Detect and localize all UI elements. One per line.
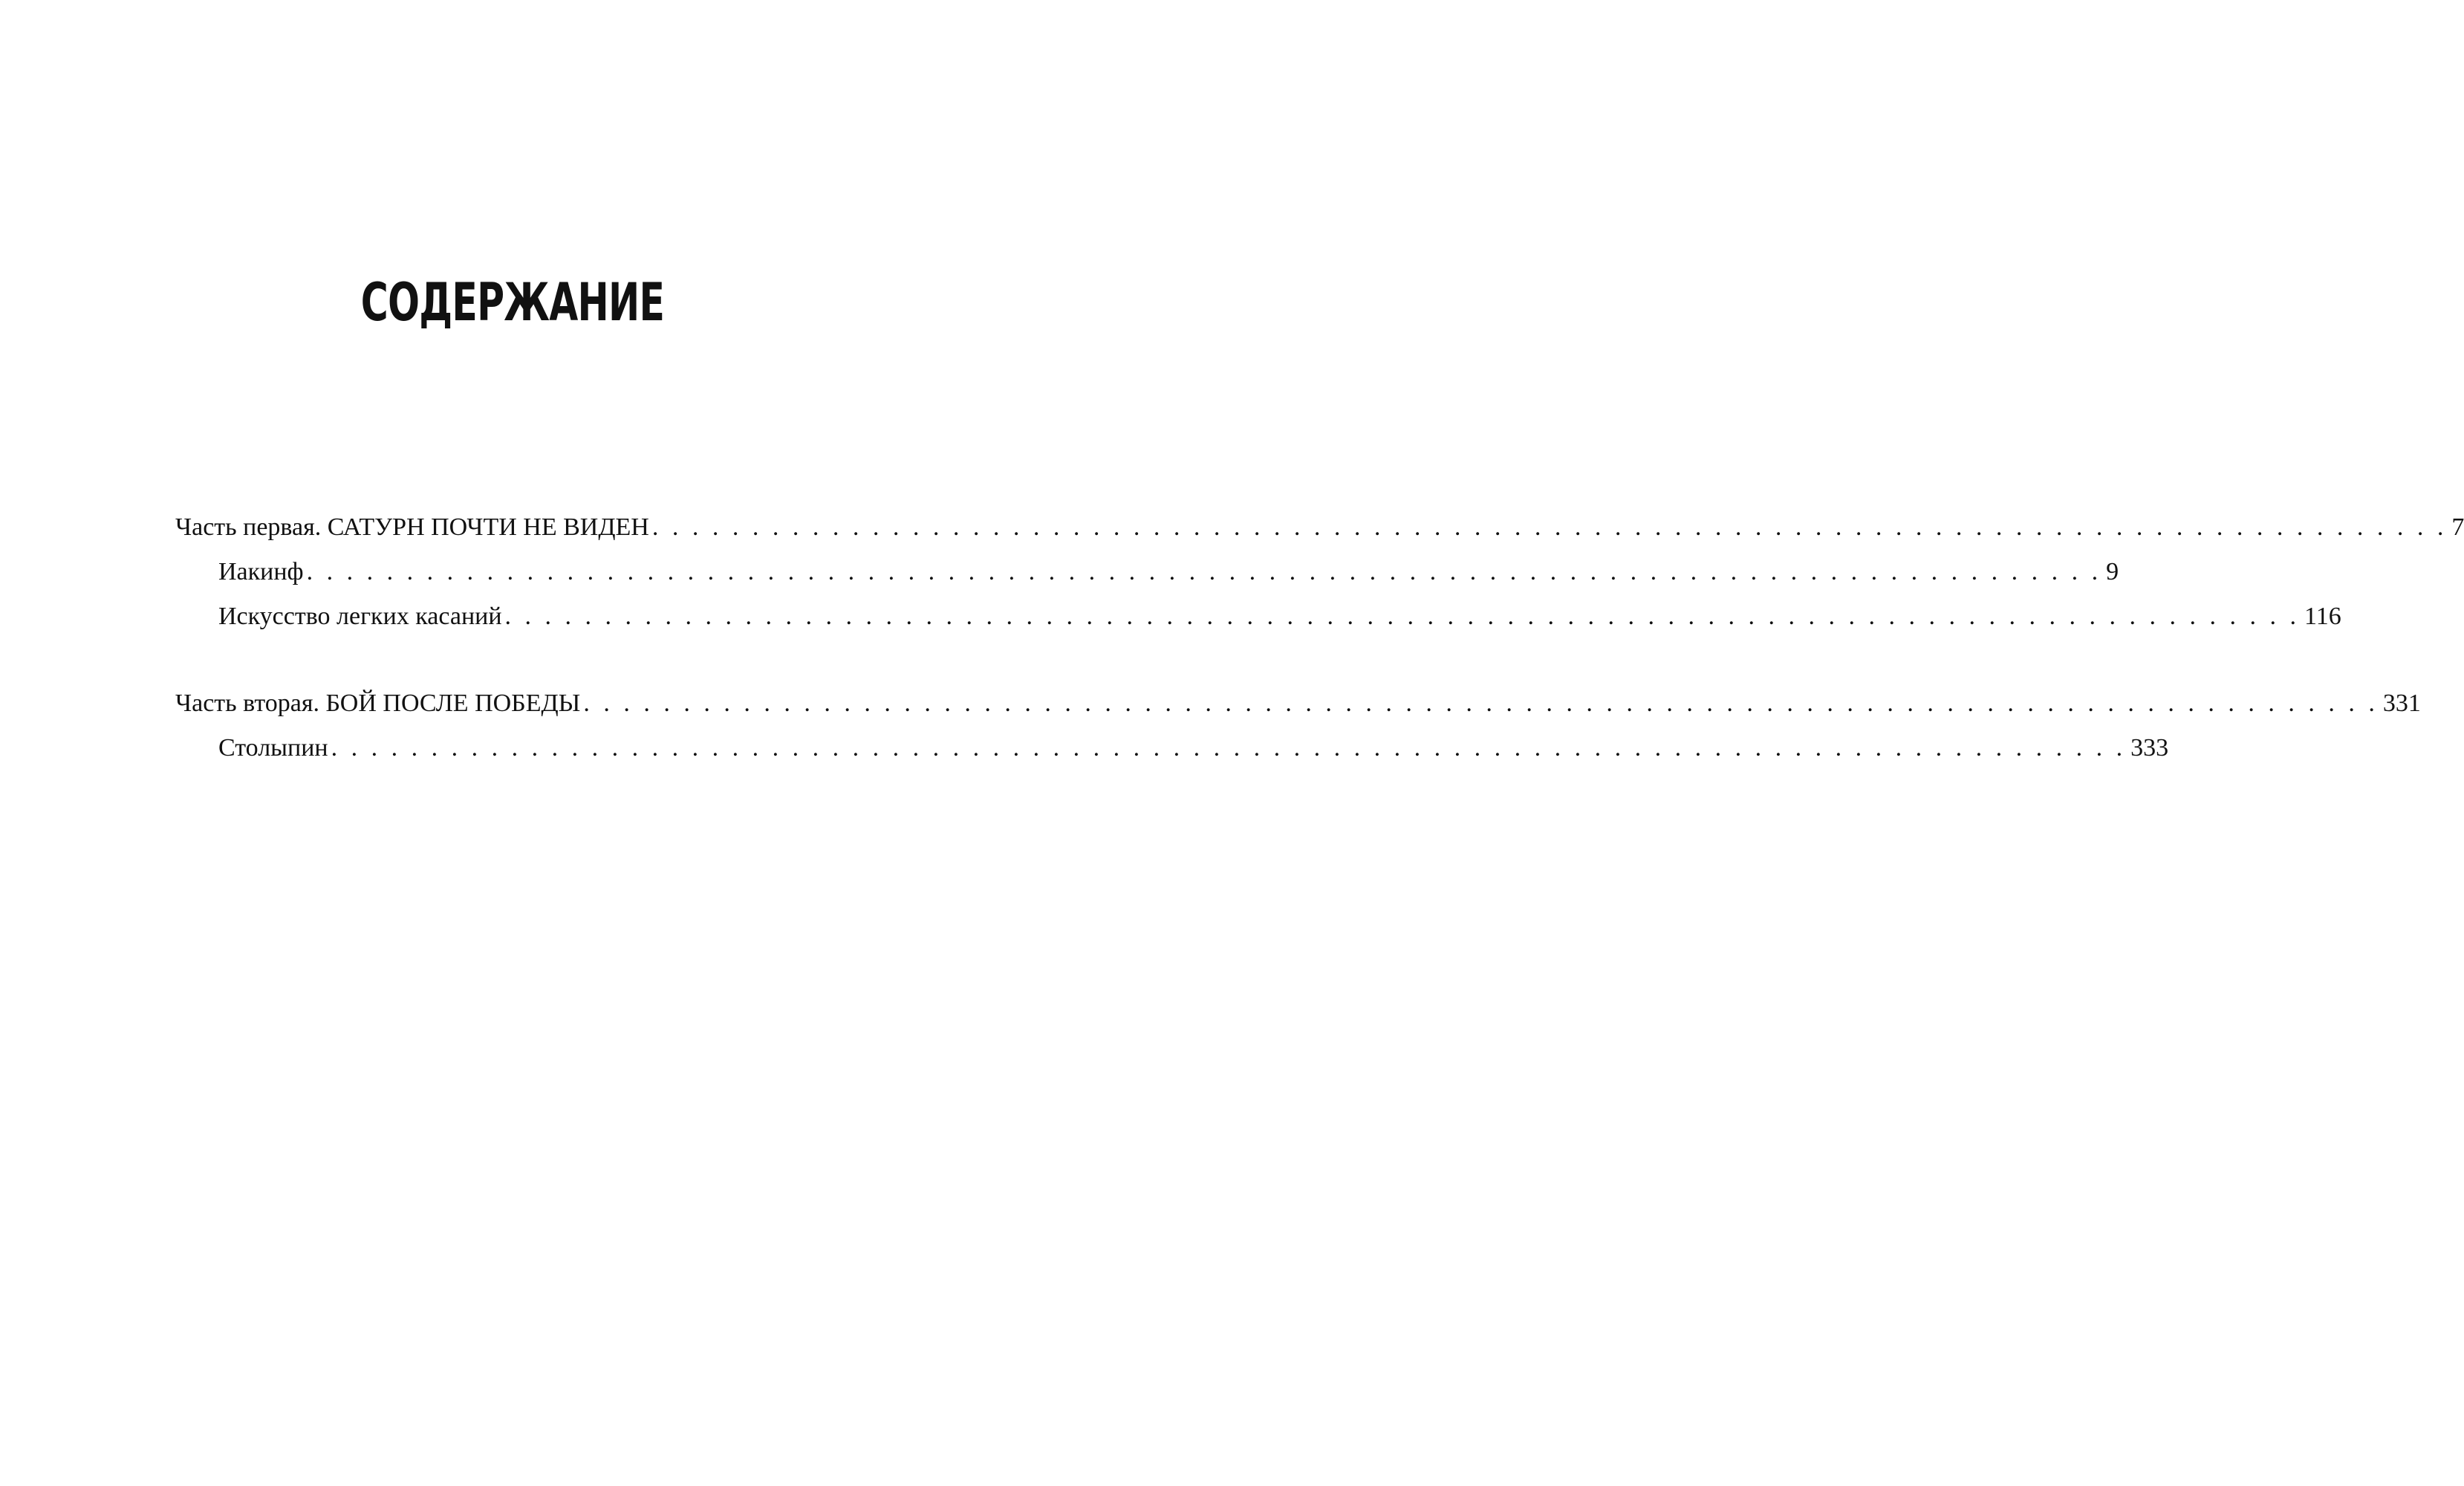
toc-entry-label: Столыпин <box>218 734 328 762</box>
toc-entry-chapter[interactable] <box>218 557 2119 587</box>
page-title: СОДЕРЖАНИЕ <box>360 272 665 333</box>
toc-entry-page-number: 9 <box>2106 558 2119 585</box>
dot-leader: . . . . . . . . . . . . . . . . . . . . . . . . . . . . . . . . . . . . . . . . . . . . . . . . . . . . . . . . . . . . . . . . . . . . . . . . . . . . . . . . . . . . . . . . . . <box>306 558 2102 585</box>
dot-leader: . . . . . . . . . . . . . . . . . . . . . . . . . . . . . . . . . . . . . . . . . . . . . . . . . . . . . . . . . . . . . . . . . . . . . . . . . . . . . . . . . . . . . . . . . . <box>504 603 2301 630</box>
toc-entry-page-number: 116 <box>2304 603 2341 630</box>
dot-leader: . . . . . . . . . . . . . . . . . . . . . . . . . . . . . . . . . . . . . . . . . . . . . . . . . . . . . . . . . . . . . . . . . . . . . . . . . . . . . . . . . . . . . . . . . . <box>331 734 2127 762</box>
toc-entry-label: Часть вторая. БОЙ ПОСЛЕ ПОБЕДЫ <box>175 690 581 717</box>
dot-leader: . . . . . . . . . . . . . . . . . . . . . . . . . . . . . . . . . . . . . . . . . . . . . . . . . . . . . . . . . . . . . . . . . . . . . . . . . . . . . . . . . . . . . . . . . . <box>651 513 2448 541</box>
toc-entry-label: Часть первая. САТУРН ПОЧТИ НЕ ВИДЕН <box>175 513 649 541</box>
dot-leader: . . . . . . . . . . . . . . . . . . . . . . . . . . . . . . . . . . . . . . . . . . . . . . . . . . . . . . . . . . . . . . . . . . . . . . . . . . . . . . . . . . . . . . . . . . <box>583 690 2379 717</box>
toc-entry-chapter[interactable] <box>218 602 2341 632</box>
toc-entry-page-number: 7 <box>2451 513 2464 541</box>
toc-entry-label: Иакинф <box>218 558 304 585</box>
toc-entry-page-number: 333 <box>2130 734 2169 762</box>
toc-entry-page-number: 331 <box>2382 690 2421 717</box>
toc-entry-label: Искусство легких касаний <box>218 603 502 630</box>
toc-entry-chapter[interactable] <box>218 733 2169 763</box>
toc-entry-part-two[interactable] <box>175 689 2421 718</box>
toc-entry-part-one[interactable] <box>175 513 2464 542</box>
